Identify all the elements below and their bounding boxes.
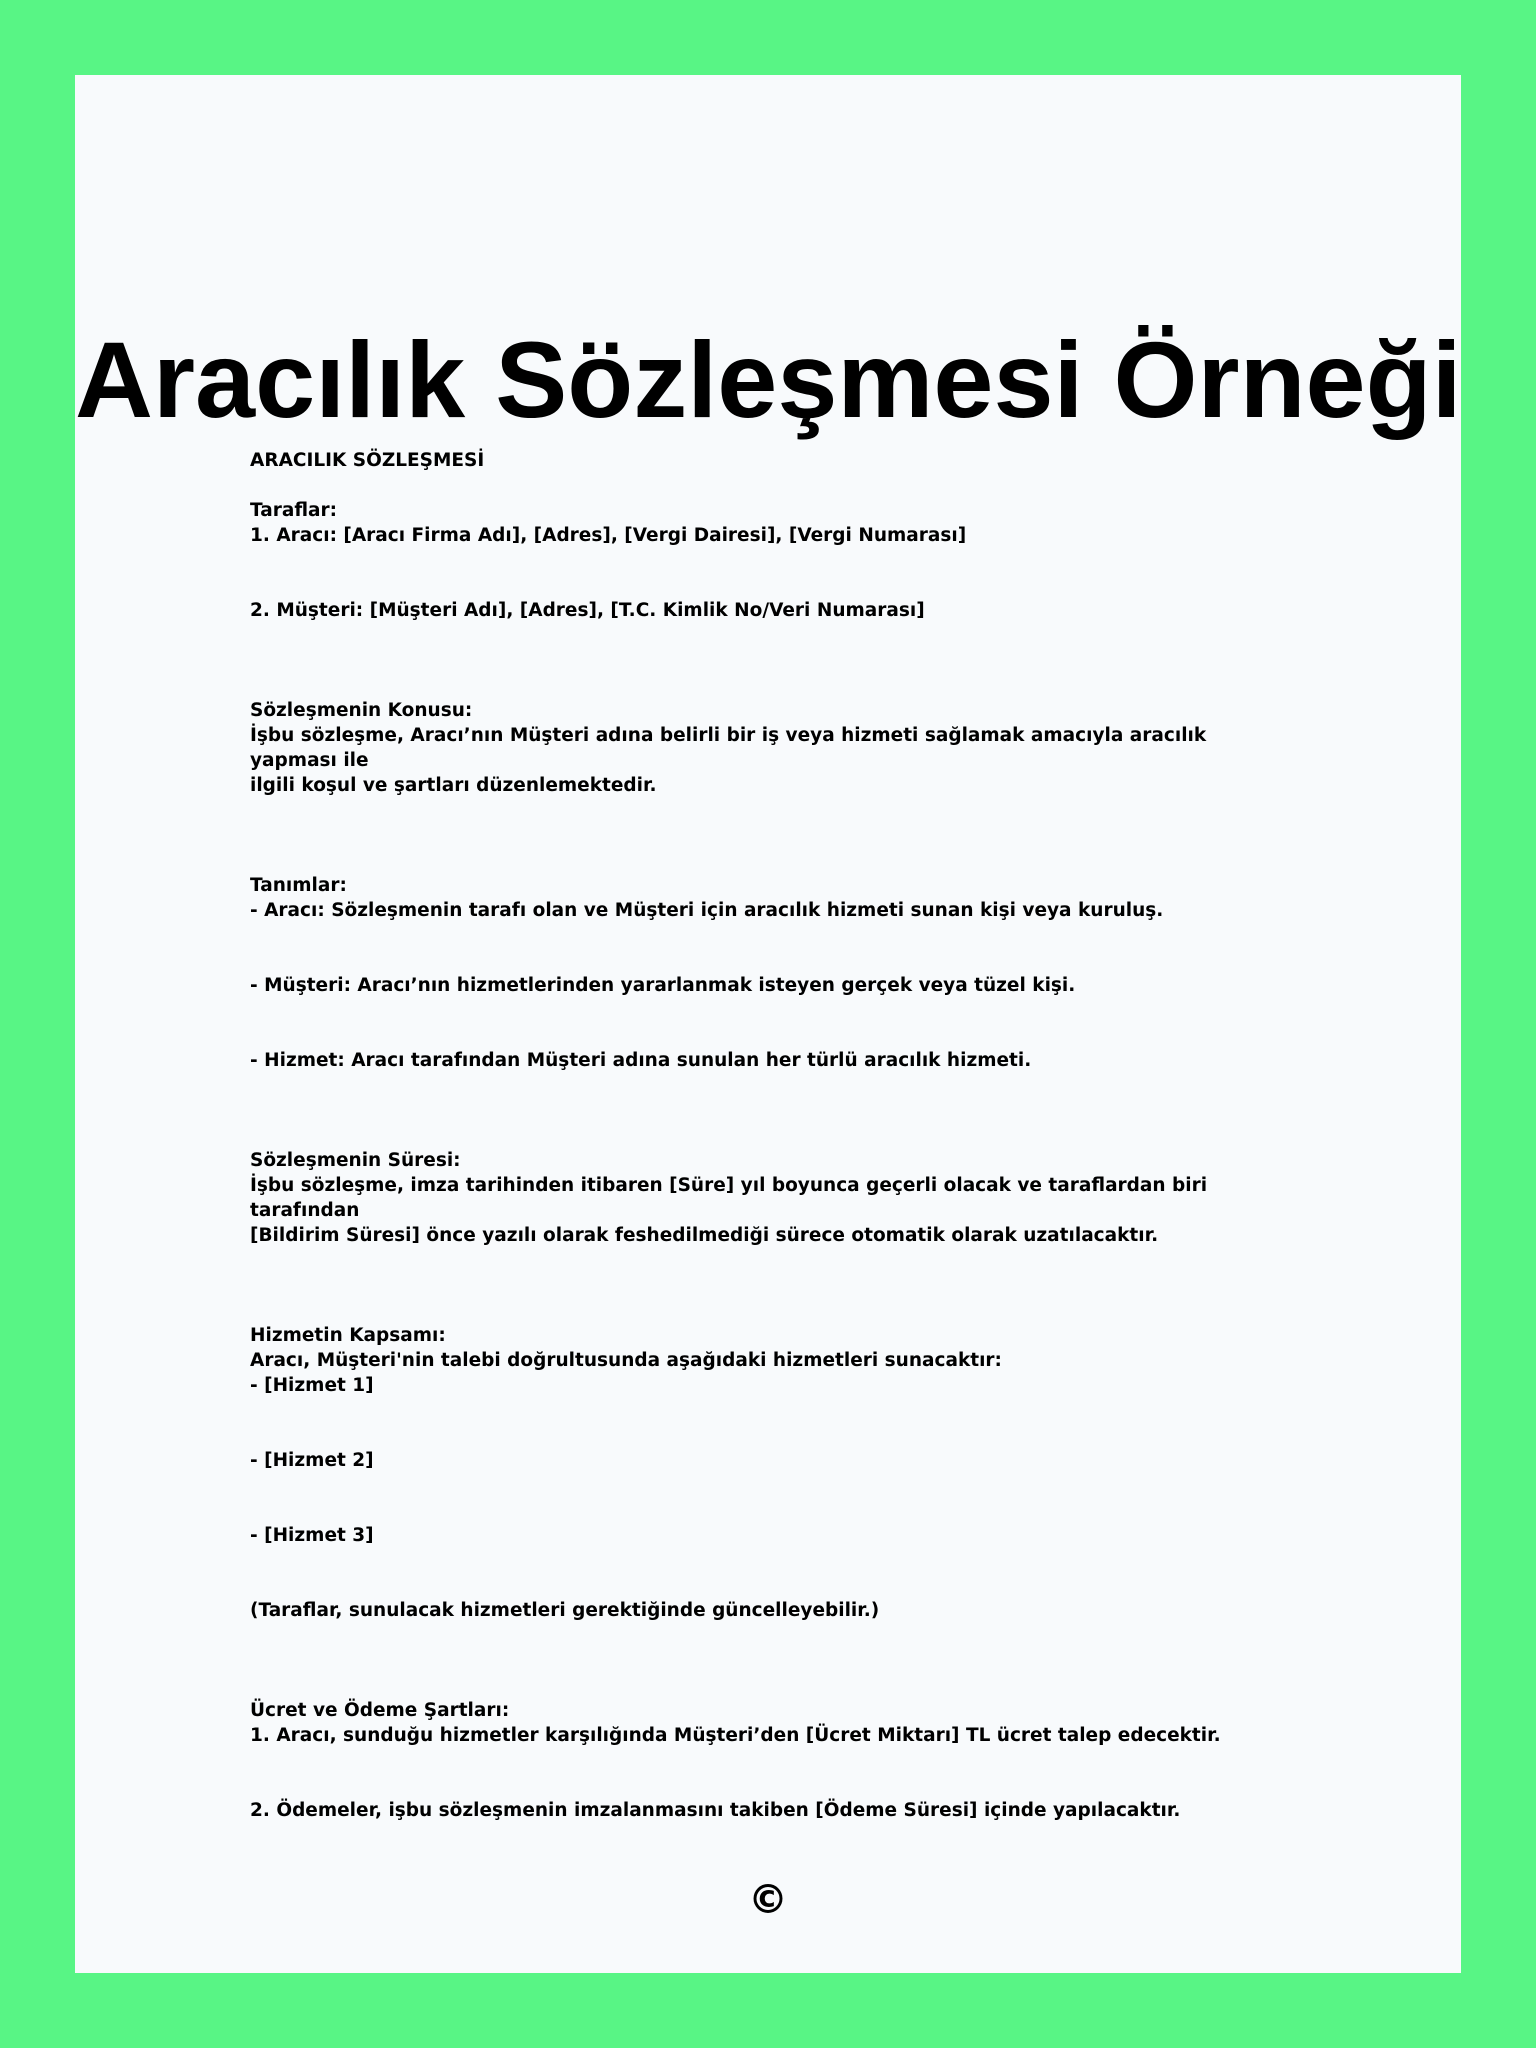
term-line-1: İşbu sözleşme, imza tarihinden itibaren [Süre] yıl boyunca geçerli olacak ve taraflardan biri tarafından: [250, 1175, 1208, 1221]
scope-item: - [Hizmet 1]: [250, 1375, 374, 1396]
definition-item: - Müşteri: Aracı’nın hizmetlerinden yararlanmak isteyen gerçek veya tüzel kişi.: [250, 975, 1076, 996]
page-title: Aracılık Sözleşmesi Örneği: [75, 319, 1462, 440]
copyright-icon: ©: [748, 1877, 788, 1923]
scope-note: (Taraflar, sunulacak hizmetleri gerektiğinde güncelleyebilir.): [250, 1600, 880, 1621]
payment-label: Ücret ve Ödeme Şartları:: [250, 1700, 510, 1721]
scope-label: Hizmetin Kapsamı:: [250, 1325, 446, 1346]
contract-heading: ARACILIK SÖZLEŞMESİ: [250, 450, 485, 471]
subject-line-2: ilgili koşul ve şartları düzenlemektedir.: [250, 775, 657, 796]
subject-label: Sözleşmenin Konusu:: [250, 700, 473, 721]
scope-intro: Aracı, Müşteri'nin talebi doğrultusunda aşağıdaki hizmetleri sunacaktır:: [250, 1350, 1002, 1371]
definition-item: - Aracı: Sözleşmenin tarafı olan ve Müşteri için aracılık hizmeti sunan kişi veya kuruluş.: [250, 900, 1164, 921]
contract-body: [250, 448, 1290, 1823]
parties-label: Taraflar:: [250, 500, 338, 521]
scope-item: - [Hizmet 3]: [250, 1525, 374, 1546]
payment-item-1: 1. Aracı, sunduğu hizmetler karşılığında Müşteri’den [Ücret Miktarı] TL ücret talep edecektir.: [250, 1725, 1221, 1746]
party-1: 1. Aracı: [Aracı Firma Adı], [Adres], [Vergi Dairesi], [Vergi Numarası]: [250, 525, 967, 546]
subject-line-1: İşbu sözleşme, Aracı’nın Müşteri adına belirli bir iş veya hizmeti sağlamak amacıyla aracılık yapması ile: [250, 725, 1207, 771]
document-page: [75, 75, 1461, 1973]
term-line-2: [Bildirim Süresi] önce yazılı olarak feshedilmediği sürece otomatik olarak uzatılacaktır.: [250, 1225, 1159, 1246]
definition-item: - Hizmet: Aracı tarafından Müşteri adına sunulan her türlü aracılık hizmeti.: [250, 1050, 1032, 1071]
payment-item-2: 2. Ödemeler, işbu sözleşmenin imzalanmasını takiben [Ödeme Süresi] içinde yapılacaktır.: [250, 1800, 1181, 1821]
scope-item: - [Hizmet 2]: [250, 1450, 374, 1471]
party-2: 2. Müşteri: [Müşteri Adı], [Adres], [T.C. Kimlik No/Veri Numarası]: [250, 600, 925, 621]
definitions-label: Tanımlar:: [250, 875, 347, 896]
term-label: Sözleşmenin Süresi:: [250, 1150, 461, 1171]
